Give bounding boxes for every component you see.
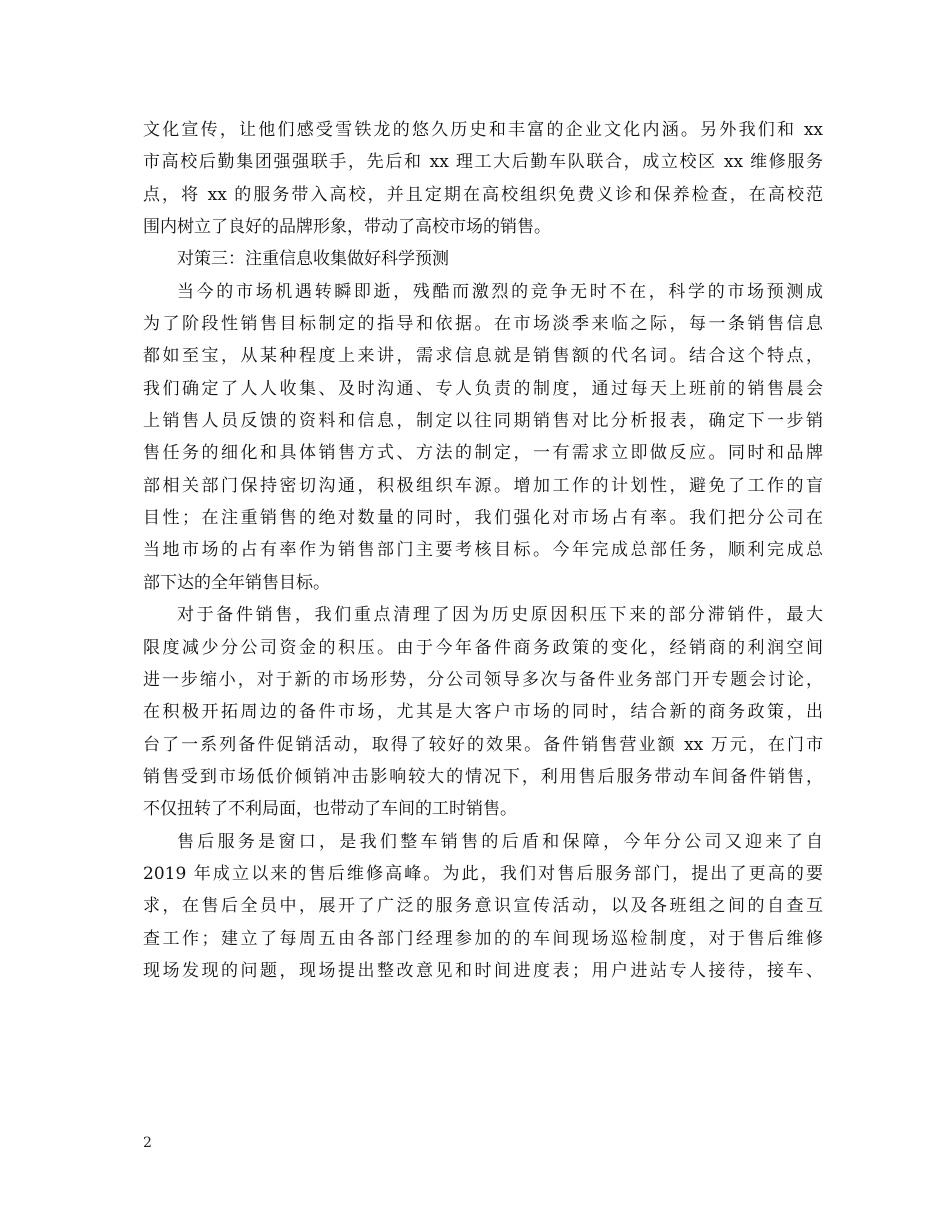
document-body [143,114,823,987]
text-line: 求，在售后全员中，展开了广泛的服务意识宣传活动，以及各班组之间的自查互 [143,896,823,917]
text-line: 都如至宝，从某种程度上来讲，需求信息就是销售额的代名词。结合这个特点， [143,346,823,367]
text-line: 部下达的全年销售目标。 [143,572,330,593]
text-line: 围内树立了良好的品牌形象，带动了高校市场的销售。 [143,217,551,238]
text-line: 部相关部门保持密切沟通，积极组织车源。增加工作的计划性，避免了工作的盲 [143,475,823,496]
text-line: 限度减少分公司资金的积压。由于今年备件商务政策的变化，经销商的利润空间 [143,637,823,658]
text-line: 进一步缩小，对于新的市场形势，分公司领导多次与备件业务部门开专题会讨论， [143,669,823,690]
text-line: 市高校后勤集团强强联手，先后和 xx 理工大后勤车队联合，成立校区 xx 维修服务 [143,152,823,173]
text-line: 我们确定了人人收集、及时沟通、专人负责的制度，通过每天上班前的销售晨会 [143,378,823,399]
text-line: 售后服务是窗口，是我们整车销售的后盾和保障，今年分公司又迎来了自 [177,831,823,852]
text-line: 对于备件销售，我们重点清理了因为历史原因积压下来的部分滞销件，最大 [177,605,823,626]
text-line: 上销售人员反馈的资料和信息，制定以往同期销售对比分析报表，确定下一步销 [143,411,823,432]
text-line: 不仅扭转了不利局面，也带动了车间的工时销售。 [143,799,517,820]
text-line: 销售受到市场低价倾销冲击影响较大的情况下，利用售后服务带动车间备件销售， [143,766,823,787]
text-line: 售任务的细化和具体销售方式、方法的制定，一有需求立即做反应。同时和品牌 [143,443,823,464]
text-line: 当今的市场机遇转瞬即逝，残酷而激烈的竞争无时不在，科学的市场预测成 [177,281,823,302]
text-line: 为了阶段性销售目标制定的指导和依据。在市场淡季来临之际，每一条销售信息 [143,314,823,335]
text-line: 查工作；建立了每周五由各部门经理参加的的车间现场巡检制度，对于售后维修 [143,928,823,949]
page-number: 2 [143,1135,152,1151]
text-line: 文化宣传，让他们感受雪铁龙的悠久历史和丰富的企业文化内涵。另外我们和 xx [143,120,823,140]
text-line: 点，将 xx 的服务带入高校，并且定期在高校组织免费义诊和保养检查，在高校范 [143,184,823,205]
text-line: 2019 年成立以来的售后维修高峰。为此，我们对售后服务部门，提出了更高的要 [143,863,823,884]
section-heading: 对策三：注重信息收集做好科学预测 [177,249,449,270]
text-line: 现场发现的问题，现场提出整改意见和时间进度表；用户进站专人接待，接车、 [143,960,823,981]
text-line: 当地市场的占有率作为销售部门主要考核目标。今年完成总部任务，顺利完成总 [143,540,823,561]
text-line: 台了一系列备件促销活动，取得了较好的效果。备件销售营业额 xx 万元，在门市 [143,734,823,755]
text-line: 在积极开拓周边的备件市场，尤其是大客户市场的同时，结合新的商务政策，出 [143,702,823,723]
text-line: 目性；在注重销售的绝对数量的同时，我们强化对市场占有率。我们把分公司在 [143,508,823,529]
